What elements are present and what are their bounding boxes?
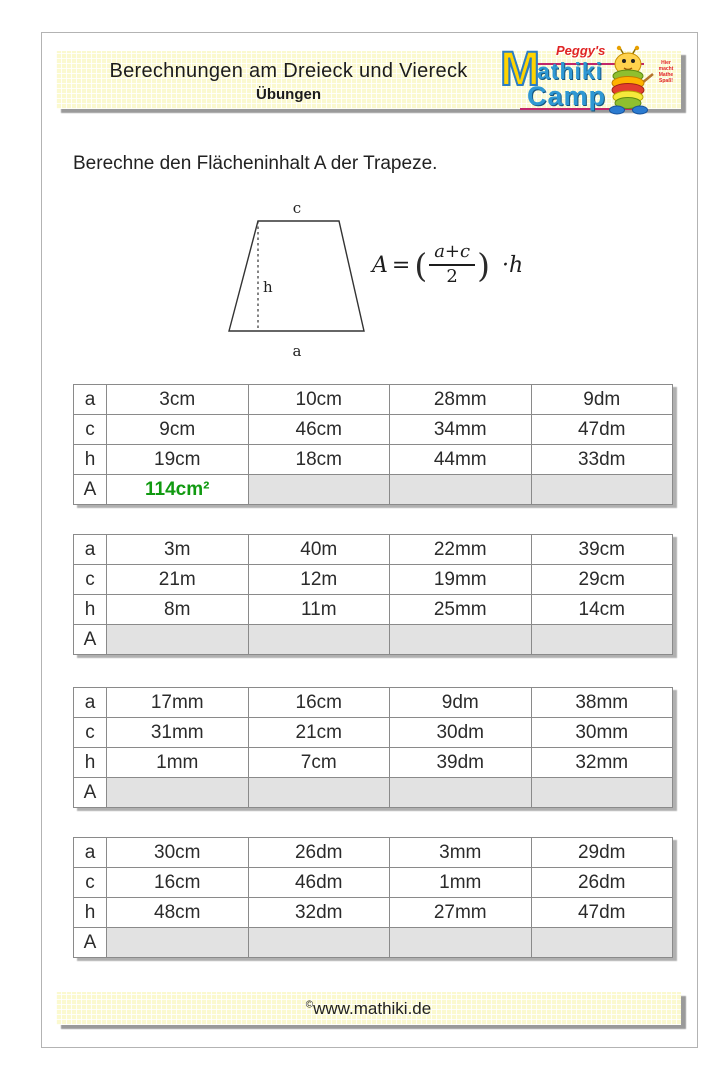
row-label: a [74, 838, 107, 868]
value-cell: 32mm [531, 748, 673, 778]
value-cell: 10cm [248, 385, 390, 415]
formula-lhs: A [372, 252, 388, 278]
row-label: a [74, 535, 107, 565]
value-cell: 7cm [248, 748, 390, 778]
empty-answer-cell [390, 778, 532, 808]
value-cell: 29cm [531, 565, 673, 595]
table-row [74, 595, 673, 625]
diagram-label-a: a [292, 342, 302, 360]
value-cell: 9dm [390, 688, 532, 718]
value-cell: 48cm [107, 898, 249, 928]
value-cell: 29dm [531, 838, 673, 868]
empty-answer-cell [390, 625, 532, 655]
value-cell: 22mm [390, 535, 532, 565]
value-cell: 3cm [107, 385, 249, 415]
header-band [56, 43, 681, 111]
value-cell: 25mm [390, 595, 532, 625]
row-label: a [74, 385, 107, 415]
answer-cell: 114cm² [107, 475, 249, 505]
value-cell: 30mm [531, 718, 673, 748]
table-row [74, 445, 673, 475]
value-cell: 31mm [107, 718, 249, 748]
value-cell: 30dm [390, 718, 532, 748]
value-cell: 16cm [248, 688, 390, 718]
logo-slogan-text: Hier macht Mathe Spaß! [658, 60, 674, 84]
value-cell: 12m [248, 565, 390, 595]
area-formula [372, 237, 523, 293]
exercise-table-3 [73, 687, 673, 808]
diagram-label-c: c [292, 199, 302, 217]
value-cell: 30cm [107, 838, 249, 868]
value-cell: 1mm [107, 748, 249, 778]
table-row [74, 928, 673, 958]
table-row [74, 868, 673, 898]
table-row [74, 565, 673, 595]
value-cell: 3m [107, 535, 249, 565]
value-cell: 44mm [390, 445, 532, 475]
value-cell: 47dm [531, 898, 673, 928]
table-row [74, 718, 673, 748]
formula-equals: = [391, 252, 411, 278]
value-cell: 46dm [248, 868, 390, 898]
exercise-table-2 [73, 534, 673, 655]
value-cell: 19mm [390, 565, 532, 595]
value-cell: 9cm [107, 415, 249, 445]
empty-answer-cell [248, 475, 390, 505]
exercise-table-4 [73, 837, 673, 958]
empty-answer-cell [531, 625, 673, 655]
exercise-table-1 [73, 384, 673, 505]
site-url: www.mathiki.de [313, 998, 432, 1018]
row-label: c [74, 718, 107, 748]
row-label: c [74, 415, 107, 445]
value-cell: 39dm [390, 748, 532, 778]
logo-peggys-text: Peggy's [556, 43, 606, 58]
value-cell: 28mm [390, 385, 532, 415]
row-label: A [74, 475, 107, 505]
value-cell: 40m [248, 535, 390, 565]
table-row [74, 898, 673, 928]
empty-answer-cell [107, 778, 249, 808]
row-label: h [74, 898, 107, 928]
table-row [74, 385, 673, 415]
value-cell: 21cm [248, 718, 390, 748]
logo-athiki-text: athiki [537, 58, 604, 84]
row-label: A [74, 625, 107, 655]
table-row [74, 625, 673, 655]
value-cell: 8m [107, 595, 249, 625]
value-cell: 38mm [531, 688, 673, 718]
value-cell: 3mm [390, 838, 532, 868]
page-subtitle: Übungen [256, 86, 321, 103]
formula-times-h: ·h [501, 252, 524, 278]
row-label: c [74, 565, 107, 595]
value-cell: 16cm [107, 868, 249, 898]
row-label: A [74, 928, 107, 958]
value-cell: 32dm [248, 898, 390, 928]
empty-answer-cell [248, 625, 390, 655]
formula-open-paren: ( [414, 245, 428, 285]
table-row [74, 535, 673, 565]
formula-denominator: 2 [446, 266, 458, 288]
value-cell: 47dm [531, 415, 673, 445]
row-label: h [74, 595, 107, 625]
row-label: h [74, 748, 107, 778]
empty-answer-cell [390, 928, 532, 958]
value-cell: 34mm [390, 415, 532, 445]
value-cell: 46cm [248, 415, 390, 445]
table-row [74, 748, 673, 778]
copyright-symbol: © [305, 998, 314, 1010]
row-label: a [74, 688, 107, 718]
row-label: c [74, 868, 107, 898]
value-cell: 19cm [107, 445, 249, 475]
table-row [74, 415, 673, 445]
table-row [74, 688, 673, 718]
value-cell: 9dm [531, 385, 673, 415]
table-row [74, 475, 673, 505]
worksheet-page [41, 32, 698, 1048]
row-label: h [74, 445, 107, 475]
value-cell: 39cm [531, 535, 673, 565]
empty-answer-cell [531, 928, 673, 958]
value-cell: 11m [248, 595, 390, 625]
formula-close-paren: ) [477, 245, 490, 285]
empty-answer-cell [531, 475, 673, 505]
value-cell: 33dm [531, 445, 673, 475]
empty-answer-cell [248, 928, 390, 958]
footer-band [56, 992, 681, 1025]
value-cell: 26dm [531, 868, 673, 898]
value-cell: 1mm [390, 868, 532, 898]
page-title: Berechnungen am Dreieck und Viereck [109, 60, 468, 82]
value-cell: 17mm [107, 688, 249, 718]
row-label: A [74, 778, 107, 808]
logo-letter-m: M [500, 43, 540, 96]
table-row [74, 838, 673, 868]
table-row [74, 778, 673, 808]
empty-answer-cell [107, 928, 249, 958]
value-cell: 14cm [531, 595, 673, 625]
formula-fraction [429, 241, 475, 288]
value-cell: 18cm [248, 445, 390, 475]
value-cell: 27mm [390, 898, 532, 928]
empty-answer-cell [531, 778, 673, 808]
empty-answer-cell [107, 625, 249, 655]
mathiki-camp-logo [500, 45, 678, 117]
value-cell: 26dm [248, 838, 390, 868]
task-instruction: Berechne den Flächeninhalt A der Trapeze. [73, 153, 438, 174]
logo-camp-text: Camp [527, 81, 607, 111]
value-cell: 21m [107, 565, 249, 595]
caterpillar-mascot-icon [599, 45, 655, 115]
formula-numerator: a+c [429, 241, 475, 266]
empty-answer-cell [390, 475, 532, 505]
footer-copyright [306, 999, 431, 1019]
empty-answer-cell [248, 778, 390, 808]
trapezoid-diagram [201, 196, 391, 376]
diagram-label-h: h [263, 278, 273, 296]
